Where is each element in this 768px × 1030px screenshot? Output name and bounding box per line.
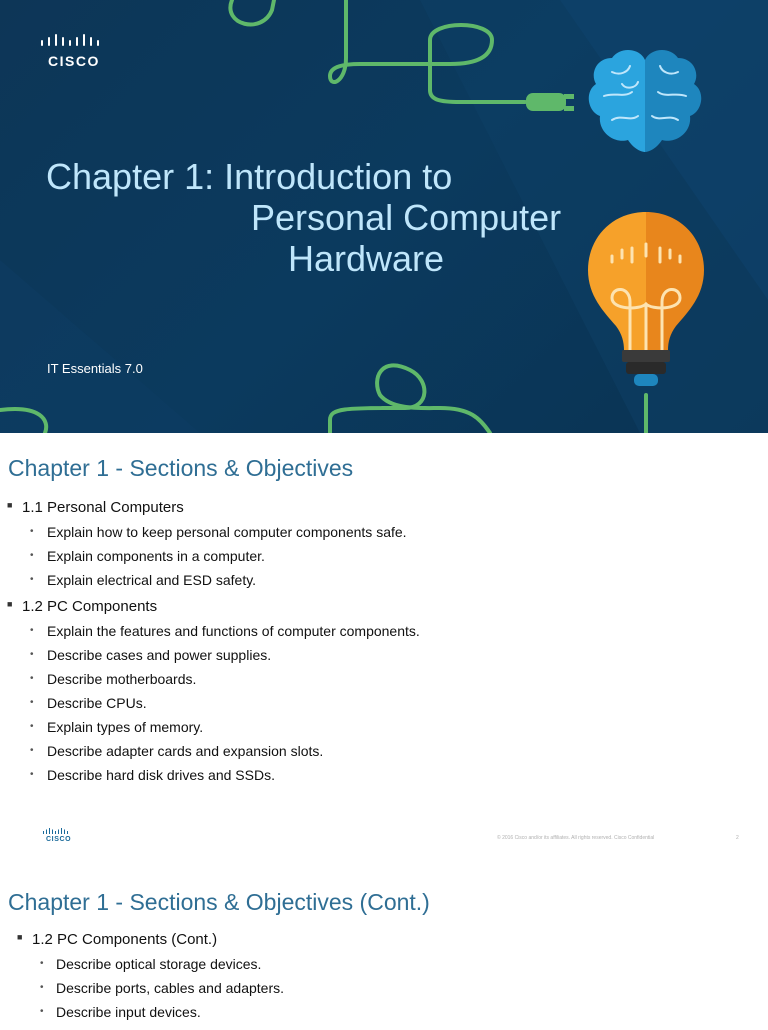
cisco-bars-icon — [42, 828, 72, 835]
objective-text: Describe hard disk drives and SSDs. — [47, 767, 275, 783]
objective-text: Explain types of memory. — [47, 719, 204, 735]
course-subtitle: IT Essentials 7.0 — [47, 361, 143, 376]
objective-list — [22, 622, 747, 790]
objective-text: Describe CPUs. — [47, 695, 147, 711]
objective-item — [32, 979, 747, 1003]
objective-item — [22, 766, 747, 790]
objective-item — [22, 670, 747, 694]
objectives-continued-slide — [0, 865, 768, 1024]
dot-bullet-icon: • — [40, 982, 44, 993]
objective-text: Describe optical storage devices. — [56, 956, 262, 972]
footer-cisco-wordmark: CISCO — [46, 836, 72, 843]
section-list — [7, 499, 747, 793]
objective-text: Explain how to keep personal computer components safe. — [47, 524, 407, 540]
title-line-2: Personal Computer — [251, 197, 562, 238]
objective-text: Describe input devices. — [56, 1004, 201, 1020]
dot-bullet-icon: • — [30, 625, 34, 636]
objective-text: Explain the features and functions of computer components. — [47, 623, 420, 639]
slide-title: Chapter 1 - Sections & Objectives — [8, 455, 354, 481]
dot-bullet-icon: • — [40, 958, 44, 969]
dot-bullet-icon: • — [30, 697, 34, 708]
objective-item — [22, 523, 747, 547]
objective-text: Explain components in a computer. — [47, 548, 265, 564]
copyright-footer: © 2016 Cisco and/or its affiliates. All rights reserved. Cisco Confidential — [497, 835, 655, 841]
dot-bullet-icon: • — [30, 550, 34, 561]
objective-list — [22, 523, 747, 595]
dot-bullet-icon: • — [40, 1006, 44, 1017]
presentation-title — [46, 156, 606, 279]
objective-text: Explain electrical and ESD safety. — [47, 572, 257, 588]
objective-item — [32, 955, 747, 979]
objective-item — [22, 742, 747, 766]
objective-item — [22, 547, 747, 571]
square-bullet-icon: ■ — [17, 932, 23, 942]
dot-bullet-icon: • — [30, 721, 34, 732]
objective-item — [22, 646, 747, 670]
objective-item — [22, 571, 747, 595]
objective-text: Describe motherboards. — [47, 671, 197, 687]
footer-cisco-logo — [42, 828, 72, 846]
title-line-1: Chapter 1: Introduction to — [46, 156, 453, 197]
section-label: 1.2 PC Components — [22, 598, 158, 615]
dot-bullet-icon: • — [30, 649, 34, 660]
dot-bullet-icon: • — [30, 574, 34, 585]
cisco-wordmark: CISCO — [48, 53, 100, 69]
page-number: 2 — [736, 835, 739, 841]
dot-bullet-icon: • — [30, 526, 34, 537]
objectives-slide — [0, 433, 768, 865]
objective-text: Describe cases and power supplies. — [47, 647, 272, 663]
brain-icon — [589, 50, 701, 152]
section-item — [17, 931, 747, 1027]
dot-bullet-icon: • — [30, 769, 34, 780]
objective-text: Describe ports, cables and adapters. — [56, 980, 285, 996]
section-item — [7, 499, 747, 595]
objective-list — [32, 955, 747, 1027]
objective-item — [22, 718, 747, 742]
objective-item — [32, 1003, 747, 1027]
section-label: 1.2 PC Components (Cont.) — [32, 931, 218, 948]
dot-bullet-icon: • — [30, 745, 34, 756]
square-bullet-icon: ■ — [7, 599, 13, 609]
section-label: 1.1 Personal Computers — [22, 499, 184, 516]
slide-title: Chapter 1 - Sections & Objectives (Cont.) — [8, 889, 430, 915]
square-bullet-icon: ■ — [7, 500, 13, 510]
objective-text: Describe adapter cards and expansion slots. — [47, 743, 324, 759]
title-slide — [0, 0, 768, 433]
objective-item — [22, 694, 747, 718]
plug-icon — [526, 93, 574, 111]
title-line-3: Hardware — [288, 238, 445, 279]
section-list — [17, 931, 747, 1030]
objective-item — [22, 622, 747, 646]
section-item — [7, 598, 747, 790]
dot-bullet-icon: • — [30, 673, 34, 684]
